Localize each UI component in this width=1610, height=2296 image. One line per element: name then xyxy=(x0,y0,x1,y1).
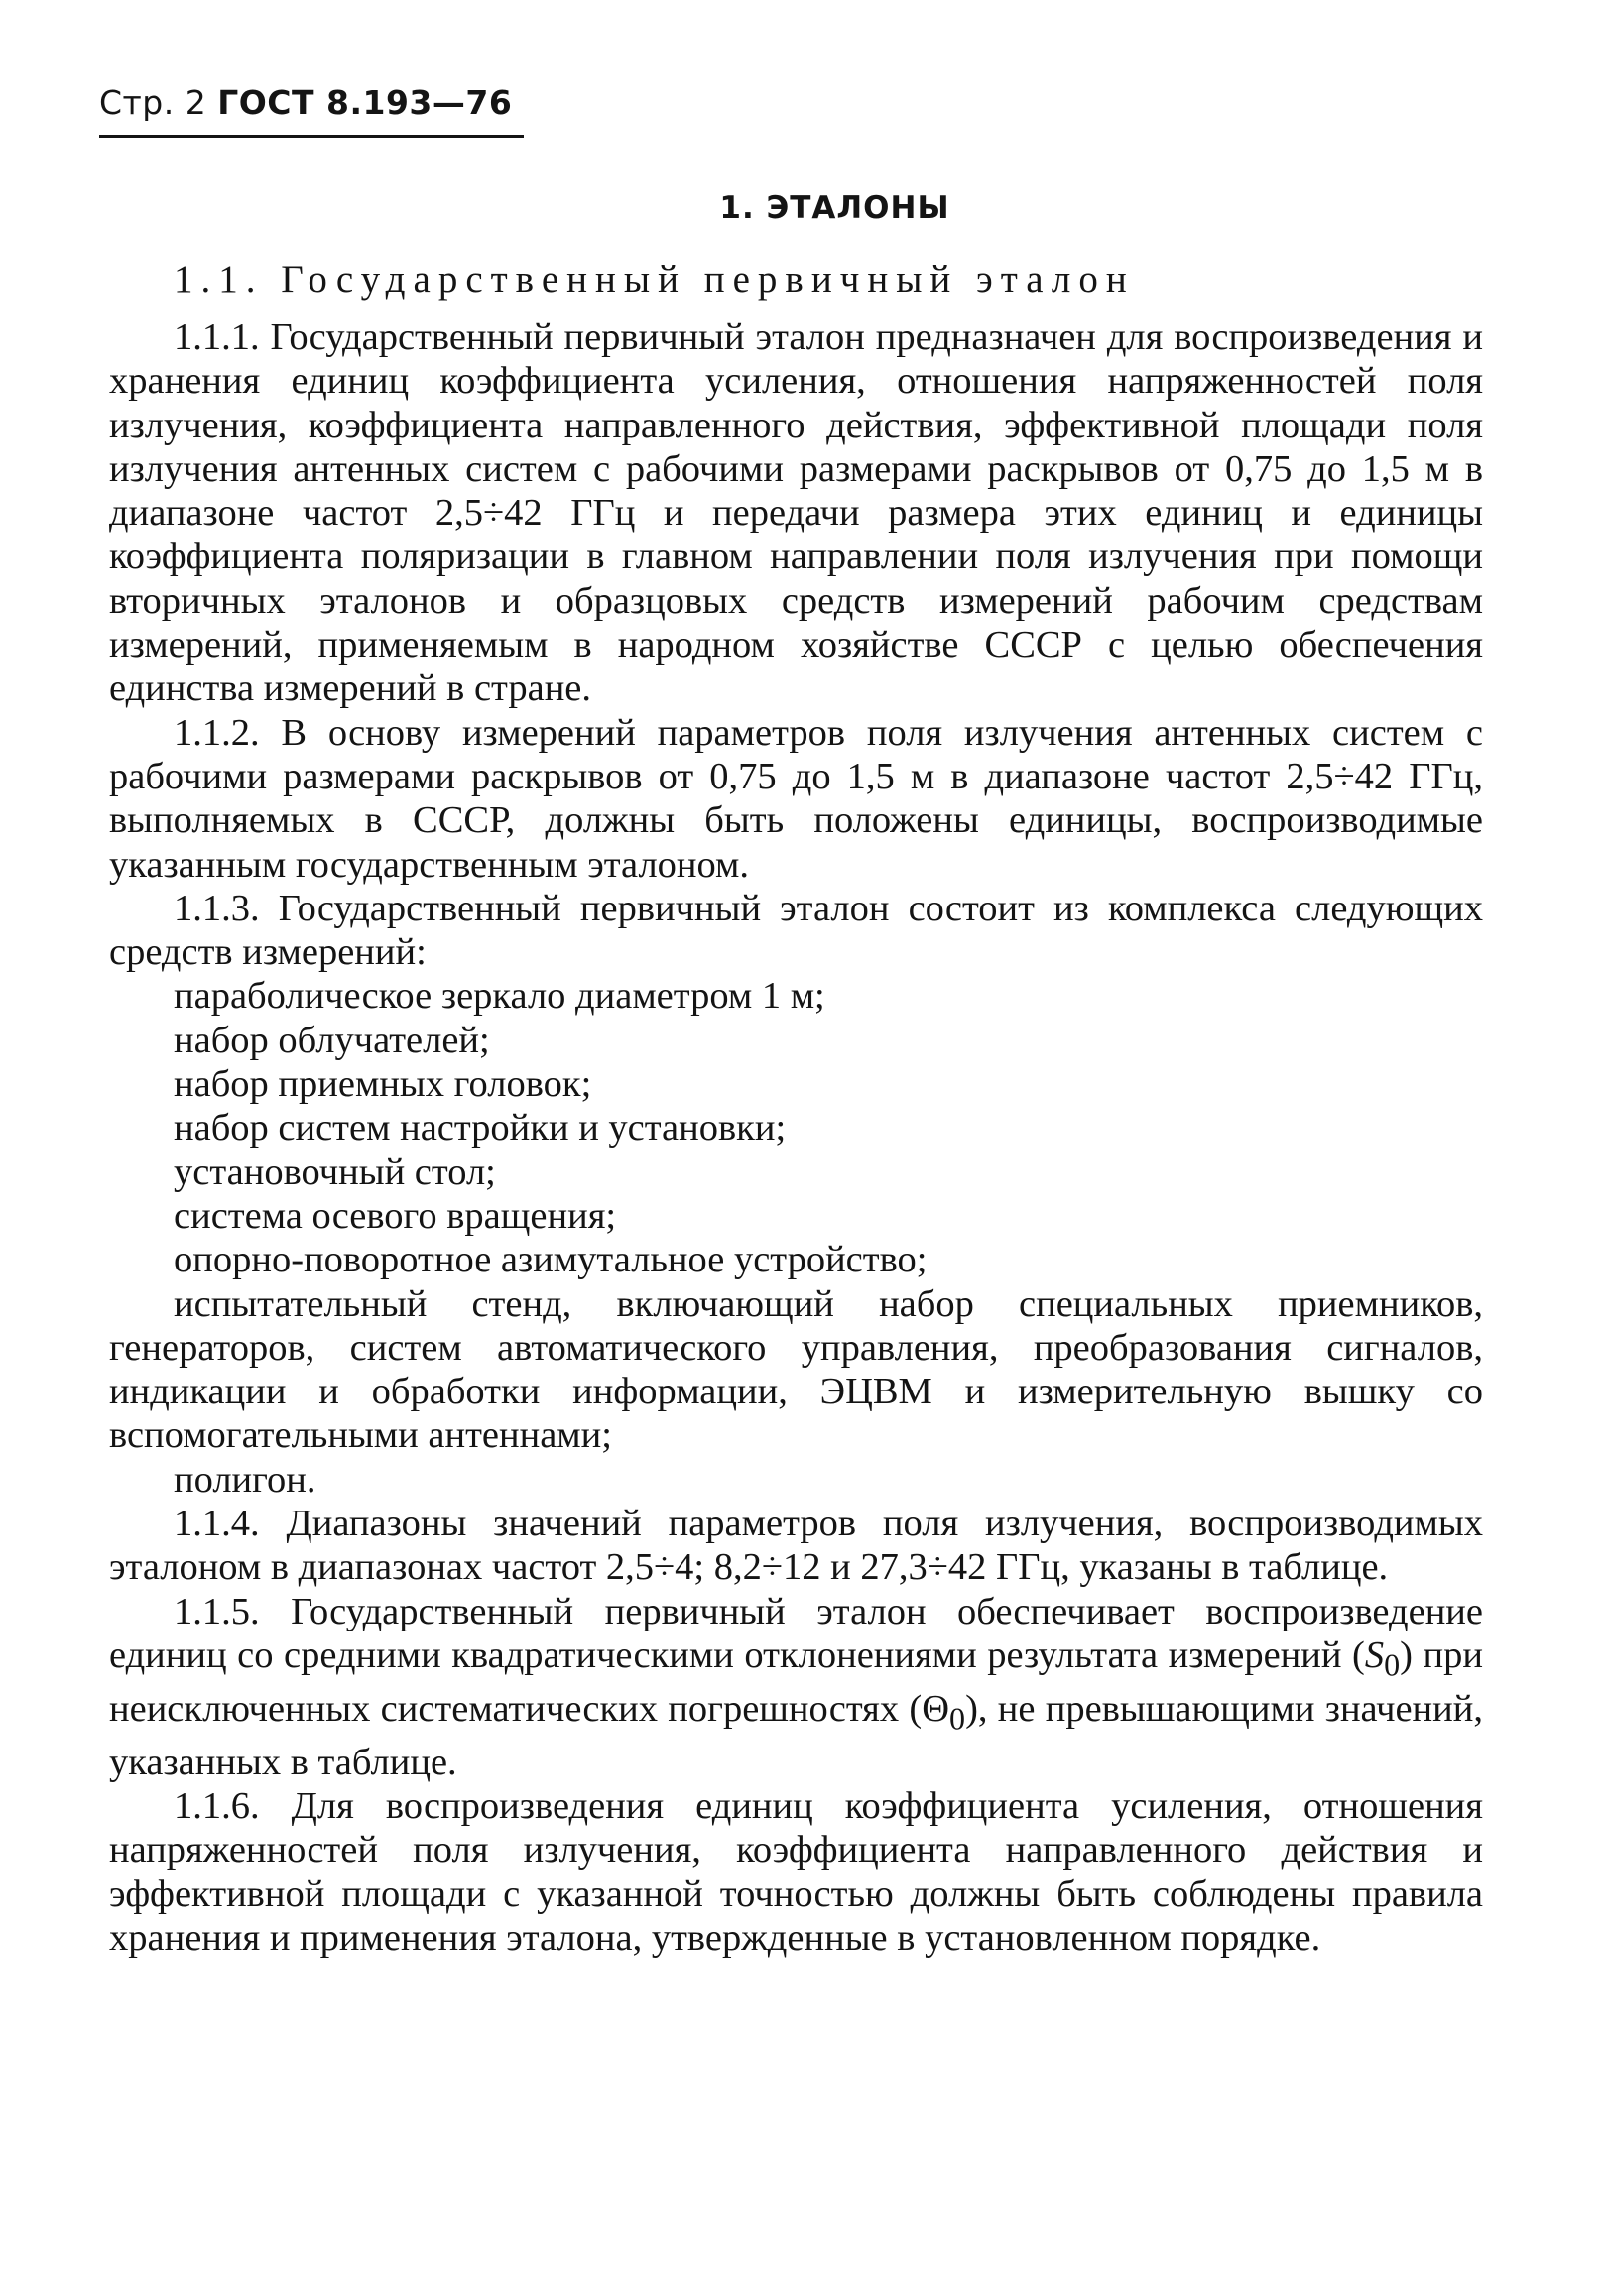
document-body xyxy=(109,315,1483,1960)
list-item: установочный стол; xyxy=(174,1150,496,1193)
clause-1-1-3: 1.1.3. Государственный первичный эталон состоит из комплекса следующих средств измерений: xyxy=(109,887,1483,974)
list-item: параболическое зеркало диаметром 1 м; xyxy=(174,975,825,1018)
clause-1-1-5-text-b: ) при неисключенных систематических погрешностях (Θ xyxy=(109,1633,1483,1730)
subscript-zero: 0 xyxy=(1384,1646,1401,1683)
page-number: Стр. 2 xyxy=(99,83,207,122)
list-item: испытательный стенд, включающий набор специальных приемников, генераторов, систем автоматического управления, преобразования сигналов, индикации и обработки информации, ЭЦВМ и измерительную вышку со вспомогательными антеннами; xyxy=(109,1282,1483,1457)
list-item: набор облучателей; xyxy=(174,1019,490,1061)
list-item: набор приемных головок; xyxy=(174,1063,592,1106)
clause-1-1-5 xyxy=(109,1590,1483,1785)
clause-1-1-5-text-a: 1.1.5. Государственный первичный эталон обеспечивает воспроизведение единиц со средними квадратическими отклонениями результата измерений ( xyxy=(109,1590,1483,1676)
list-item: набор систем настройки и установки; xyxy=(174,1107,787,1149)
clause-1-1-5-text-c: ), не превышающими значений, указанных в таблице. xyxy=(109,1687,1483,1783)
header-rule xyxy=(99,135,524,138)
subsection-title: 1.1. Государственный первичный эталон xyxy=(174,258,1135,301)
clause-1-1-2: 1.1.2. В основу измерений параметров поля излучения антенных систем с рабочими размерами раскрывов от 0,75 до 1,5 м в диапазоне частот 2,5÷42 ГГц, выполняемых в СССР, должны быть положены единицы, воспроизводимые указанным государственным эталоном. xyxy=(109,711,1483,886)
list-item: система осевого вращения; xyxy=(174,1194,617,1237)
standard-designation: ГОСТ 8.193—76 xyxy=(217,83,513,122)
page-header xyxy=(99,81,512,125)
clause-1-1-4: 1.1.4. Диапазоны значений параметров поля излучения, воспроизводимых эталоном в диапазонах частот 2,5÷4; 8,2÷12 и 27,3÷42 ГГц, указаны в таблице. xyxy=(109,1503,1483,1589)
subscript-zero: 0 xyxy=(949,1700,966,1737)
clause-1-1-1: 1.1.1. Государственный первичный эталон предназначен для воспроизведения и хранения единиц коэффициента усиления, отношения напряженностей поля излучения, коэффициента направленного действия, эффективной площади поля излучения антенных систем с рабочими размерами раскрывов от 0,75 до 1,5 м в диапазоне частот 2,5÷42 ГГц и передачи размера этих единиц и единицы коэффициента поляризации в главном направлении поля излучения при помощи вторичных эталонов и образцовых средств измерений рабочим средствам измерений, применяемым в народном хозяйстве СССР с целью обеспечения единства измерений в стране. xyxy=(109,316,1483,710)
section-title: 1. ЭТАЛОНЫ xyxy=(719,190,950,226)
list-item: полигон. xyxy=(174,1458,316,1501)
clause-1-1-6: 1.1.6. Для воспроизведения единиц коэффициента усиления, отношения напряженностей поля излучения, коэффициента направленного действия и эффективной площади с указанной точностью должны быть соблюдены правила хранения и применения эталона, утвержденные в установленном порядке. xyxy=(109,1785,1483,1960)
list-item: опорно-поворотное азимутальное устройство; xyxy=(174,1239,928,1281)
symbol-s: S xyxy=(1364,1633,1385,1676)
equipment-list xyxy=(109,974,1483,1502)
